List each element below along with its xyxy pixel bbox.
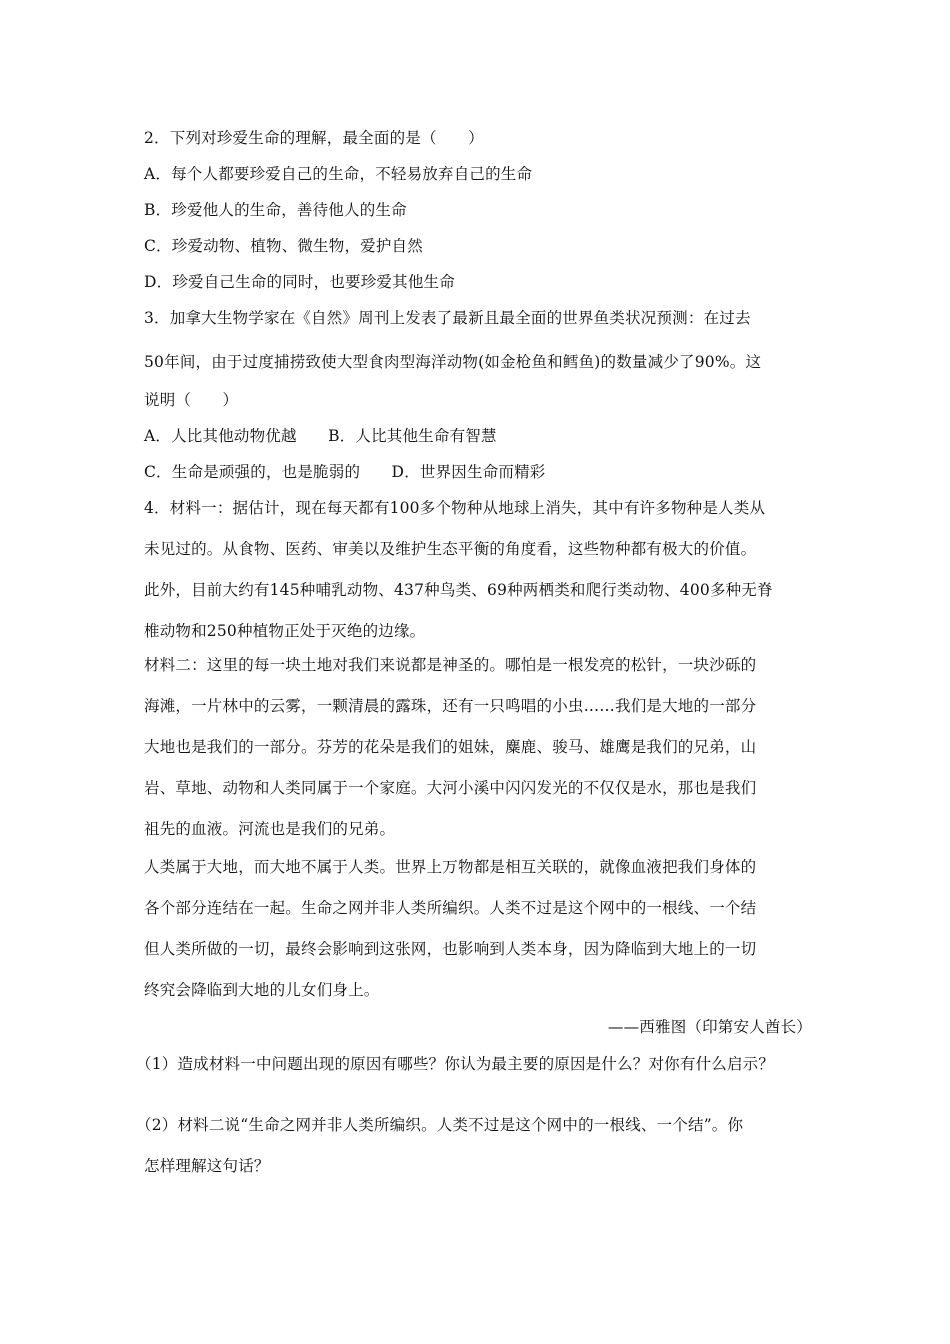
q4-subquestion-2-line2: 怎样理解这句话？ [144, 1157, 270, 1175]
q4-material1-line: 未见过的。从食物、医药、审美以及维护生态平衡的角度看，这些物种都有极大的价值。 [144, 540, 757, 558]
q3-stem-line2: 50年间，由于过度捕捞致使大型食肉型海洋动物(如金枪鱼和鳕鱼)的数量减少了90%。这 [144, 353, 762, 371]
q2-option-d: D．珍爱自己生命的同时，也要珍爱其他生命 [144, 273, 455, 291]
q4-subquestion-2-line1: （2）材料二说“生命之网并非人类所编织。人类不过是这个网中的一根线、一个结”。你 [136, 1116, 744, 1134]
q4-material1-line: 此外，目前大约有145种哺乳动物、437种鸟类、69种两栖类和爬行类动物、400多种无脊 [144, 581, 773, 599]
q4-material2-continued-line: 终究会降临到大地的儿女们身上。 [144, 981, 380, 999]
q4-subquestion-1: （1）造成材料一中问题出现的原因有哪些？你认为最主要的原因是什么？对你有什么启示？ [136, 1055, 775, 1073]
q2-option-a: A．每个人都要珍爱自己的生命，不轻易放弃自己的生命 [144, 165, 533, 183]
q4-material2-continued-line: 但人类所做的一切，最终会影响到这张网，也影响到人类本身，因为降临到大地上的一切 [144, 940, 757, 958]
q4-material2-line: 祖先的血液。河流也是我们的兄弟。 [144, 820, 396, 838]
q4-material2-line: 大地也是我们的一部分。芬芳的花朵是我们的姐妹，麋鹿、骏马、雄鹰是我们的兄弟，山 [144, 738, 757, 756]
q4-material1-line: 4．材料一：据估计，现在每天都有100多个物种从地球上消失，其中有许多物种是人类从 [144, 499, 766, 517]
q4-material2-continued-line: 各个部分连结在一起。生命之网并非人类所编织。人类不过是这个网中的一根线、一个结 [144, 899, 757, 917]
q4-material2-line: 岩、草地、动物和人类同属于一个家庭。大河小溪中闪闪发光的不仅仅是水，那也是我们 [144, 779, 757, 797]
q3-stem-line1: 3．加拿大生物学家在《自然》周刊上发表了最新且最全面的世界鱼类状况预测：在过去 [144, 309, 751, 327]
q2-option-b: B．珍爱他人的生命，善待他人的生命 [144, 201, 407, 219]
q3-stem-line3: 说明（ ） [144, 391, 239, 409]
q2-option-c: C．珍爱动物、植物、微生物，爱护自然 [144, 237, 423, 255]
q4-material2-continued-line: 人类属于大地，而大地不属于人类。世界上万物都是相互关联的，就像血液把我们身体的 [144, 858, 757, 876]
q4-material2-line: 海滩，一片林中的云雾，一颗清晨的露珠，还有一只鸣唱的小虫……我们是大地的一部分 [144, 697, 757, 715]
q2-stem: 2．下列对珍爱生命的理解，最全面的是（ ） [144, 129, 484, 147]
q4-material2-line: 材料二：这里的每一块土地对我们来说都是神圣的。哪怕是一根发亮的松针，一块沙砾的 [144, 656, 757, 674]
attribution: ——西雅图（印第安人酋长） [607, 1018, 812, 1036]
q4-material1-line: 椎动物和250种植物正处于灭绝的边缘。 [144, 622, 426, 640]
q3-options-cd: C．生命是顽强的，也是脆弱的 D．世界因生命而精彩 [144, 463, 546, 481]
q3-options-ab: A．人比其他动物优越 B．人比其他生命有智慧 [144, 427, 497, 445]
